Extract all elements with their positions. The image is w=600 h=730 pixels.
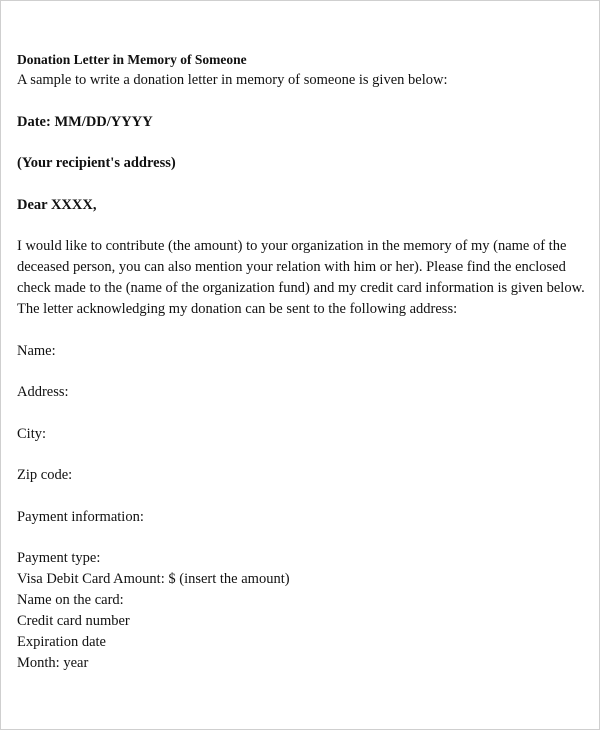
spacer — [17, 445, 587, 466]
payment-details — [17, 548, 587, 674]
body-paragraph — [17, 236, 587, 320]
field-city-label: City: — [17, 425, 47, 442]
payment-line: Expiration date — [17, 634, 106, 650]
spacer — [17, 362, 587, 383]
payment-line: Credit card number — [17, 613, 130, 629]
payment-line: Name on the card: — [17, 592, 124, 608]
payment-line: Month: year — [17, 655, 89, 671]
document-title: Donation Letter in Memory of Someone — [17, 52, 247, 67]
spacer — [17, 216, 587, 237]
spacer — [17, 486, 587, 507]
spacer — [17, 403, 587, 424]
spacer — [17, 528, 587, 549]
body-line: I would like to contribute (the amount) to your organization in the memory of my (name of the — [17, 238, 567, 254]
body-line: check made to the (name of the organization fund) and my credit card information is given below. — [17, 280, 585, 296]
intro-text: A sample to write a donation letter in memory of someone is given below: — [17, 72, 448, 88]
spacer — [17, 133, 587, 154]
body-line: The letter acknowledging my donation can be sent to the following address: — [17, 301, 458, 317]
document-body — [17, 49, 587, 674]
recipient-address-line: (Your recipient's address) — [17, 155, 176, 171]
date-line: Date: MM/DD/YYYY — [17, 113, 153, 130]
body-line: deceased person, you can also mention your relation with him or her). Please find the enclosed — [17, 259, 566, 275]
payment-line: Visa Debit Card Amount: $ (insert the amount) — [17, 571, 290, 587]
spacer — [17, 320, 587, 341]
salutation: Dear XXXX, — [17, 196, 97, 213]
payment-information-label: Payment information: — [17, 508, 144, 525]
field-address-label: Address: — [17, 384, 69, 400]
spacer — [17, 174, 587, 195]
payment-line: Payment type: — [17, 550, 101, 566]
spacer — [17, 91, 587, 112]
field-zip-label: Zip code: — [17, 467, 73, 483]
field-name-label: Name: — [17, 342, 56, 359]
